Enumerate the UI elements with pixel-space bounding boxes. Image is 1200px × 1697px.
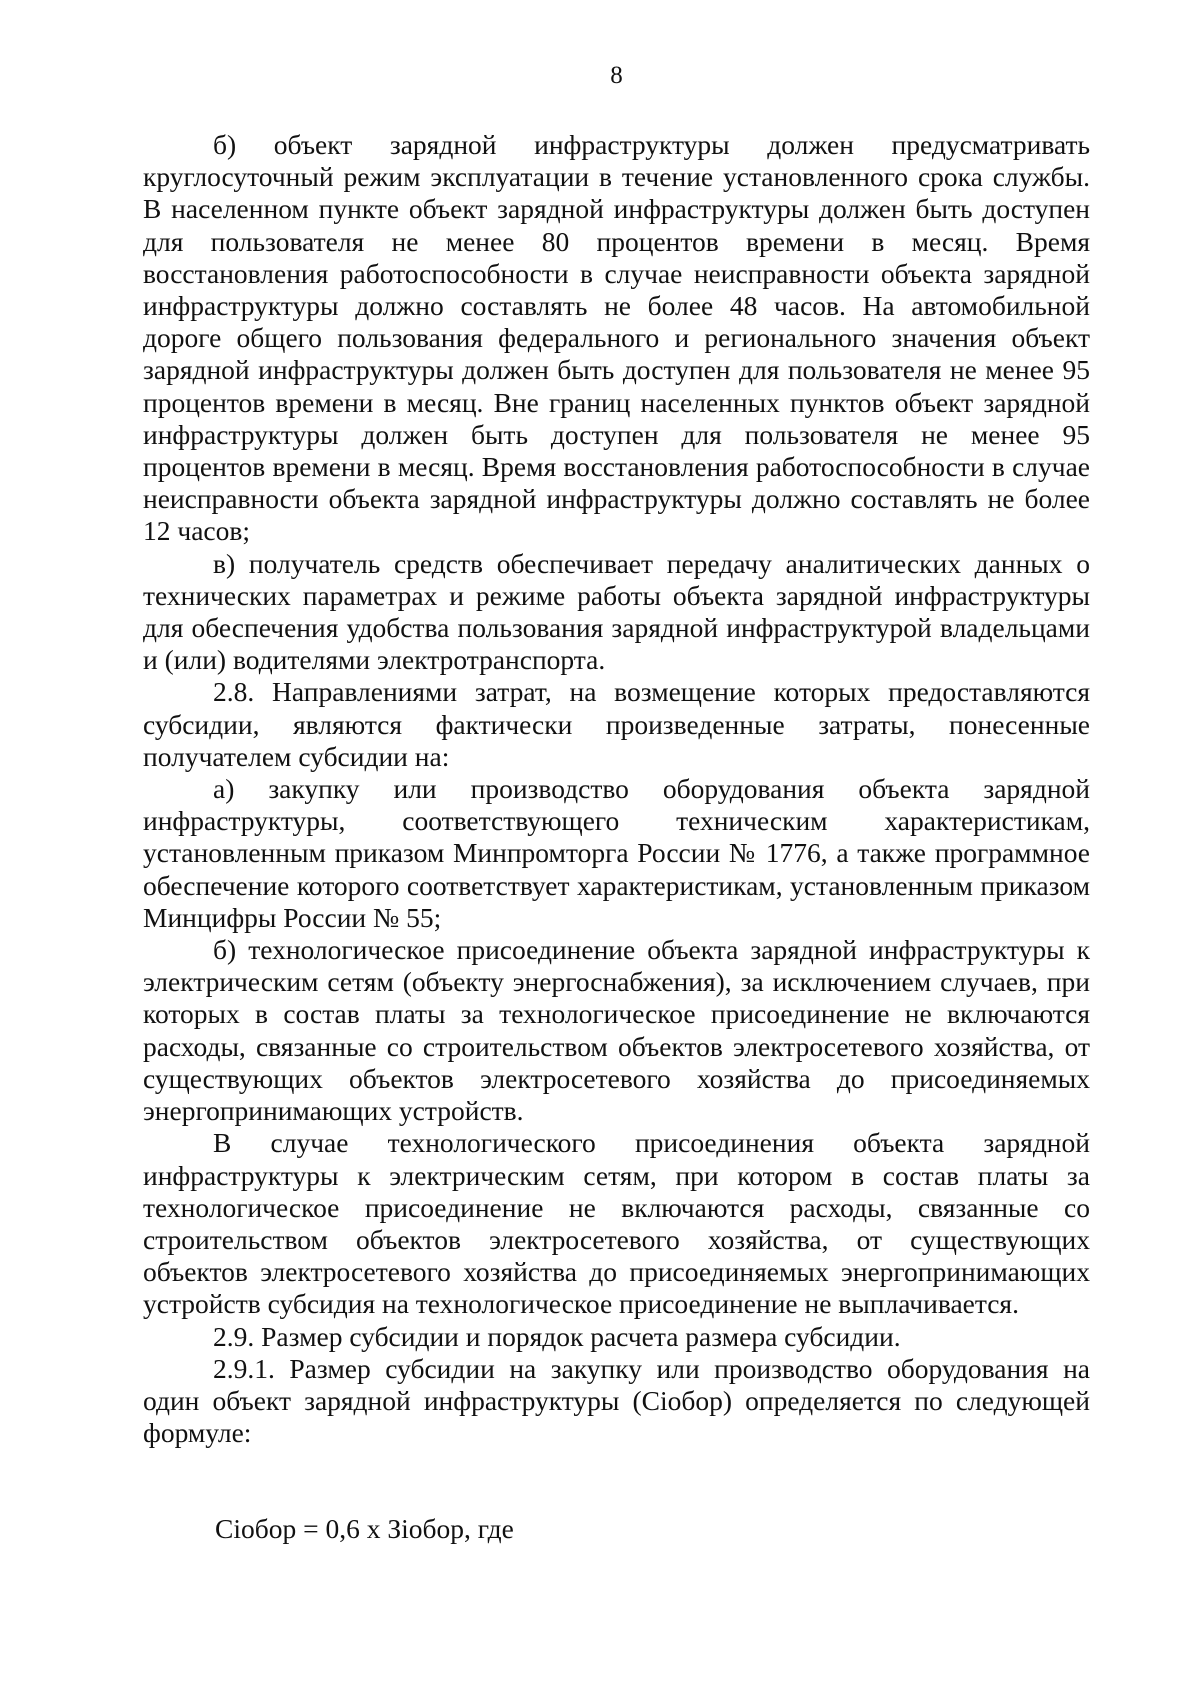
paragraph-2-9-1: 2.9.1. Размер субсидии на закупку или производство оборудования на один объект зарядной инфраструктуры (Сiобор) определяется по следующей формуле: — [143, 1352, 1090, 1449]
formula: Сiобор = 0,6 х Зiобор, где — [215, 1513, 514, 1545]
paragraph-connection-exception: В случае технологического присоединения объекта зарядной инфраструктуры к электрическим сетям, при котором в состав платы за технологическое присоединение не включаются расходы, связанные со строительством объектов электросетевого хозяйства, от существующих объектов электросетевого хозяйства до присоединяемых энергопринимающих устройств субсидия на технологическое присоединение не выплачивается. — [143, 1127, 1090, 1320]
page-number: 8 — [610, 62, 623, 89]
paragraph-b-connection: б) технологическое присоединение объекта зарядной инфраструктуры к электрическим сетям (объекту энергоснабжения), за исключением случаев, при которых в состав платы за технологическое присоединение не включаются расходы, связанные со строительством объектов электросетевого хозяйства, от существующих объектов электросетевого хозяйства до присоединяемых энергопринимающих устройств. — [143, 934, 1090, 1127]
paragraph-2-9: 2.9. Размер субсидии и порядок расчета размера субсидии. — [213, 1320, 901, 1352]
document-page — [143, 60, 1090, 1546]
paragraph-v-analytics: в) получатель средств обеспечивает передачу аналитических данных о технических параметрах и режиме работы объекта зарядной инфраструктуры для обеспечения удобства пользования зарядной инфраструктурой владельцами и (или) водителями электротранспорта. — [143, 547, 1090, 676]
paragraph-b-availability: б) объект зарядной инфраструктуры должен предусматривать круглосуточный режим эксплуатации в течение установленного срока службы. В населенном пункте объект зарядной инфраструктуры должен быть доступен для пользователя не менее 80 процентов времени в месяц. Время восстановления работоспособности в случае неисправности объекта зарядной инфраструктуры должно составлять не более 48 часов. На автомобильной дороге общего пользования федерального и регионального значения объект зарядной инфраструктуры должен быть доступен для пользователя не менее 95 процентов времени в месяц. Вне границ населенных пунктов объект зарядной инфраструктуры должен быть доступен для пользователя не менее 95 процентов времени в месяц. Время восстановления работоспособности в случае неисправности объекта зарядной инфраструктуры должно составлять не более 12 часов; — [143, 129, 1090, 547]
paragraph-a-equipment: а) закупку или производство оборудования объекта зарядной инфраструктуры, соответствующего техническим характеристикам, установленным приказом Минпромторга России № 1776, а также программное обеспечение которого соответствует характеристикам, установленным приказом Минцифры России № 55; — [143, 773, 1090, 933]
paragraph-2-8: 2.8. Направлениями затрат, на возмещение которых предоставляются субсидии, являются фактически произведенные затраты, понесенные получателем субсидии на: — [143, 676, 1090, 772]
